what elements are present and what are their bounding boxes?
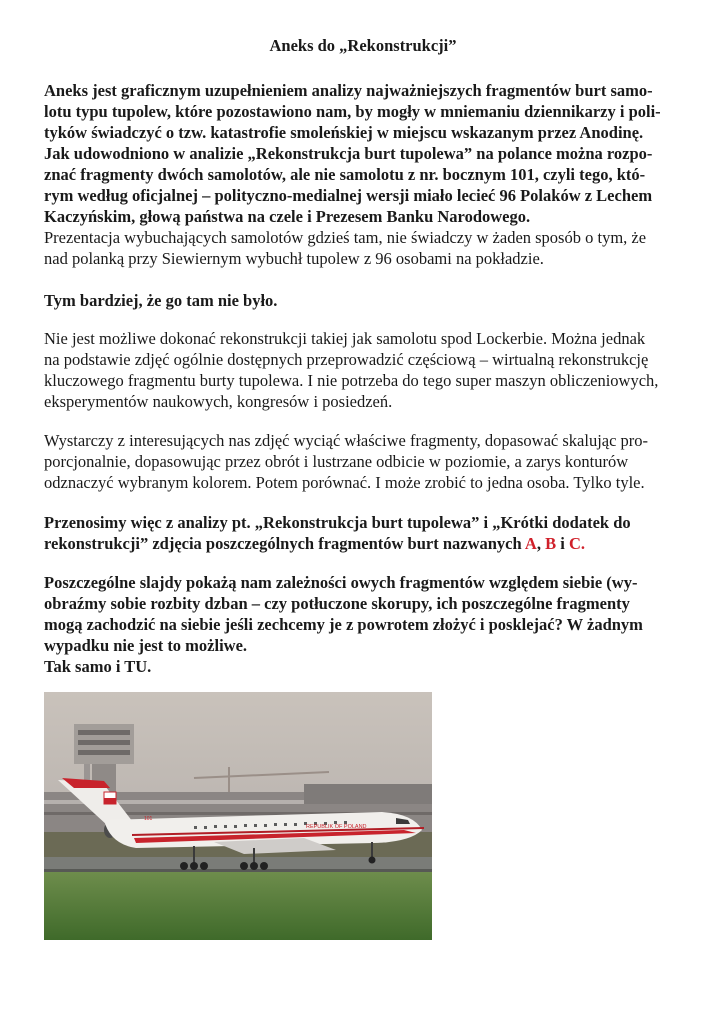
document-title: Aneks do „Rekonstrukcji” <box>269 36 457 55</box>
photo-illustration <box>44 692 432 940</box>
text-line: obraźmy sobie rozbity dzban – czy potłuczone skorupy, ich poszczególne fragmenty <box>44 594 630 613</box>
tail-number: 101 <box>144 816 153 822</box>
text-line: mogą zachodzić na siebie jeśli zechcemy je z powrotem złożyć i posklejać? W żadnym <box>44 615 643 634</box>
emphasis-line: Tym bardziej, że go tam nie było. <box>44 291 278 310</box>
text-line: Aneks jest graficznym uzupełnieniem analizy najważniejszych fragmentów burt samo- <box>44 81 653 100</box>
separator: i <box>556 534 569 553</box>
text-line: lotu typu tupolew, które pozostawiono nam, by mogły w mniemaniu dziennikarzy i poli- <box>44 102 661 121</box>
fragment-label-c: C <box>568 534 581 553</box>
end-punctuation: . <box>580 534 585 553</box>
paragraph-3 <box>44 430 684 493</box>
text-line: odznaczyć wybranym kolorem. Potem porównać. I może zrobić to jedna osoba. Tylko tyle. <box>44 473 645 492</box>
paragraph-4 <box>44 512 684 554</box>
separator: , <box>536 534 546 553</box>
text-line <box>44 533 684 554</box>
text-line: Poszczególne slajdy pokażą nam zależności owych fragmentów względem siebie (wy- <box>44 573 638 592</box>
text-line: Jak udowodniono w analizie „Rekonstrukcja burt tupolewa” na polance można rozpo- <box>44 144 653 163</box>
text-line: rym według oficjalnej – polityczno-medialnej wersji miało lecieć 96 Polaków z Lechem <box>44 186 653 205</box>
text-span: rekonstrukcji” zdjęcia poszczególnych fragmentów burt nazwanych <box>44 534 525 553</box>
text-line: Nie jest możliwe dokonać rekonstrukcji takiej jak samolotu spod Lockerbie. Można jednak <box>44 329 646 348</box>
intro-paragraph-regular <box>44 227 684 269</box>
text-line: Prezentacja wybuchających samolotów gdzieś tam, nie świadczy w żaden sposób o tym, że <box>44 228 647 247</box>
text-line: Przenosimy więc z analizy pt. „Rekonstrukcja burt tupolewa” i „Krótki dodatek do <box>44 513 631 532</box>
paragraph-5 <box>44 572 684 677</box>
fragment-label-a: A <box>524 534 537 553</box>
text-line: tyków świadczyć o tzw. katastrofie smoleńskiej w miejscu wskazanym przez Anodinę. <box>44 123 644 142</box>
text-line: znać fragmenty dwóch samolotów, ale nie samolotu z nr. bocznym 101, czyli tego, któ- <box>44 165 646 184</box>
text-line: na podstawie zdjęć ogólnie dostępnych przeprowadzić częściową – wirtualną rekonstrukcję <box>44 350 649 369</box>
text-line: porcjonalnie, dopasowując przez obrót i lustrzane odbicie w poziomie, a zarys konturów <box>44 452 629 471</box>
text-line: eksperymentów naukowych, kongresów i posiedzeń. <box>44 392 393 411</box>
grass <box>44 872 432 940</box>
livery-text: REPUBLIK OF POLAND <box>306 824 367 830</box>
text-line: kluczowego fragmentu burty tupolewa. I nie potrzeba do tego super maszyn obliczeniowych, <box>44 371 659 390</box>
fragment-label-b: B <box>545 534 557 553</box>
paragraph-2 <box>44 328 684 412</box>
text-line: Tak samo i TU. <box>44 657 152 676</box>
text-line: nad polanką przy Siewiernym wybuchł tupolew z 96 osobami na pokładzie. <box>44 249 544 268</box>
text-line: Wystarczy z interesujących nas zdjęć wyciąć właściwe fragmenty, dopasować skalując pro- <box>44 431 649 450</box>
intro-paragraph-bold <box>44 80 684 227</box>
tupolev-photo <box>44 692 432 940</box>
text-line: wypadku nie jest to możliwe. <box>44 636 248 655</box>
text-line: Kaczyńskim, głową państwa na czele i Prezesem Banku Narodowego. <box>44 207 531 226</box>
